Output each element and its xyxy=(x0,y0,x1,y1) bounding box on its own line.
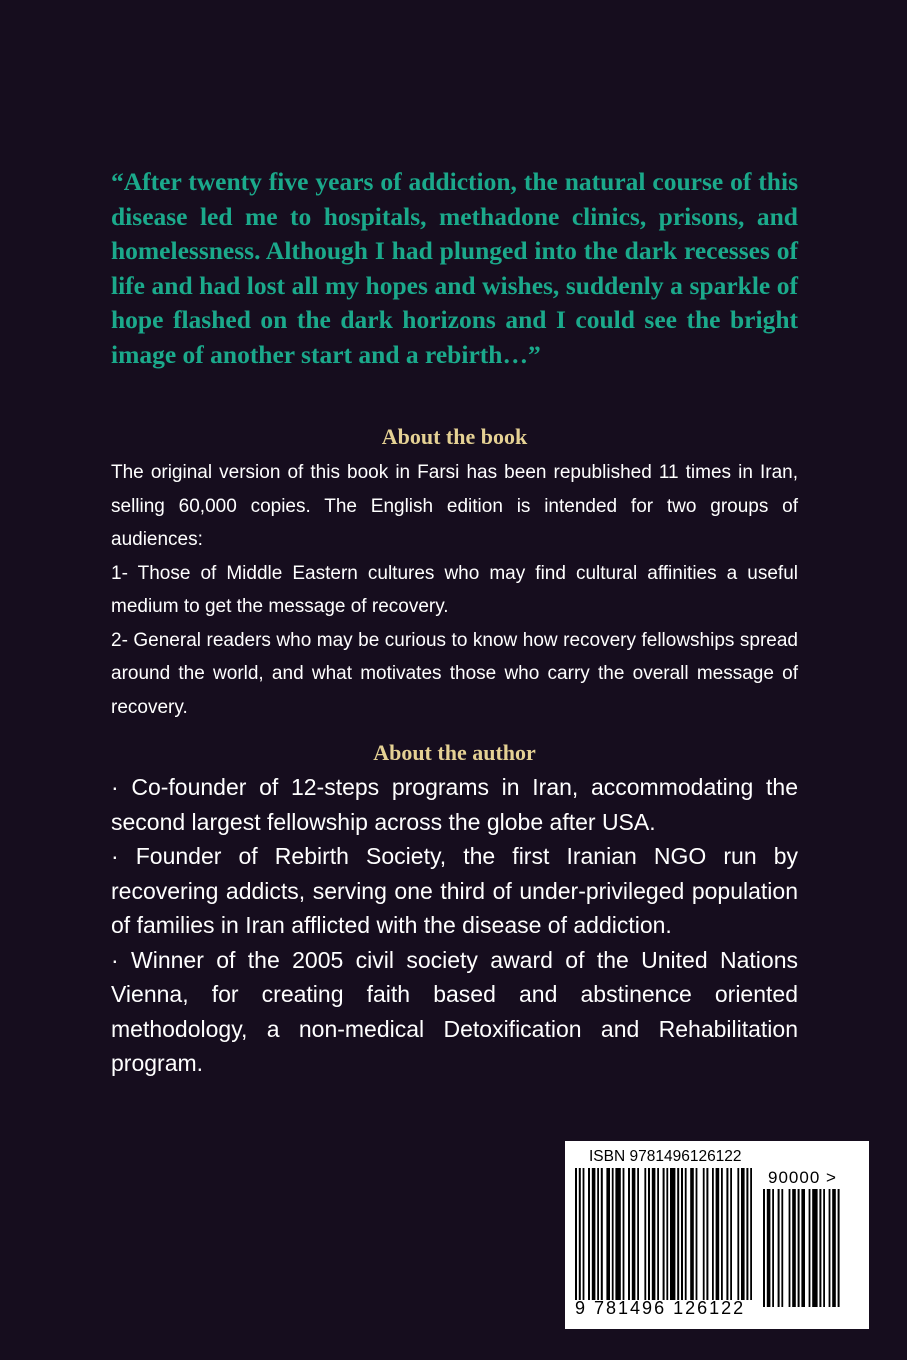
about-book-paragraph: 1- Those of Middle Eastern cultures who may find cultural affinities a useful medium to get the message of recovery. xyxy=(111,562,798,617)
barcode-bar xyxy=(601,1168,603,1300)
barcode-bar xyxy=(792,1189,796,1307)
barcode-bar xyxy=(583,1168,585,1300)
barcode-bar xyxy=(663,1168,665,1300)
barcode-bar xyxy=(812,1189,817,1307)
barcode-bar xyxy=(632,1168,636,1300)
barcode-bar xyxy=(579,1168,581,1300)
barcode-bar xyxy=(798,1189,800,1307)
barcode-bar xyxy=(588,1168,590,1300)
barcode-bar xyxy=(652,1168,656,1300)
barcode-bar xyxy=(809,1189,811,1307)
barcode-bar xyxy=(832,1189,836,1307)
barcode-bar xyxy=(592,1168,596,1300)
isbn-label: ISBN 9781496126122 xyxy=(589,1148,742,1165)
barcode-bar xyxy=(772,1189,774,1307)
barcode-bar xyxy=(597,1168,599,1300)
isbn-barcode xyxy=(565,1141,869,1329)
barcode-bar xyxy=(763,1189,765,1307)
barcode-bar xyxy=(746,1168,748,1300)
about-book-heading: About the book xyxy=(381,424,528,449)
barcode-bar xyxy=(767,1189,771,1307)
barcode-bar xyxy=(666,1168,668,1300)
barcode-bar xyxy=(781,1189,783,1307)
barcode-bar xyxy=(657,1168,659,1300)
barcode-bar xyxy=(623,1168,625,1300)
author-bullet: · Winner of the 2005 civil society award of the United Nations Vienna, for creating faith based and abstinence oriented methodology, a non-medical Detoxification and Rehabilitation program. xyxy=(111,946,798,1076)
barcode-bar xyxy=(778,1189,780,1307)
barcode-bar xyxy=(716,1168,720,1300)
barcode-bar xyxy=(823,1189,825,1307)
barcode-bar xyxy=(644,1168,646,1300)
barcode-bar xyxy=(712,1168,714,1300)
about-book-paragraph: The original version of this book in Farsi has been republished 11 times in Iran, selling 60,000 copies. The English edition is intended for two groups of audiences: xyxy=(111,462,798,550)
barcode-bar xyxy=(637,1168,639,1300)
barcode-bar xyxy=(737,1168,739,1300)
barcode-bar xyxy=(696,1168,698,1300)
barcode-bar xyxy=(648,1168,650,1300)
barcode-bar xyxy=(801,1189,805,1307)
barcode-bar xyxy=(721,1168,723,1300)
isbn-digits: 9 781496 126122 xyxy=(575,1298,746,1318)
barcode-bar xyxy=(726,1168,728,1300)
barcode-bar xyxy=(741,1168,745,1300)
about-author-heading: About the author xyxy=(373,740,536,765)
cover-quote: “After twenty five years of addiction, the natural course of this disease led me to hospitals, methadone clinics, prisons, and homelessness. Although I had plunged into the dark recesses of life and had lost all my hopes and wishes, suddenly a sparkle of hope flashed on the dark horizons and I could see the bright image of another start and a rebirth…” xyxy=(111,167,798,369)
barcode-bar xyxy=(615,1168,620,1300)
barcode-bar xyxy=(690,1168,694,1300)
barcode-bars xyxy=(575,1168,755,1300)
barcode-bar xyxy=(606,1168,610,1300)
author-bullet: · Co-founder of 12-steps programs in Iran, accommodating the second largest fellowship across the globe after USA. xyxy=(111,774,798,835)
price-code: 90000 > xyxy=(768,1168,837,1187)
barcode-bar xyxy=(789,1189,791,1307)
price-barcode-bars xyxy=(763,1189,855,1307)
barcode-bar xyxy=(670,1168,675,1300)
barcode-bar xyxy=(838,1189,840,1307)
barcode-bar xyxy=(575,1168,577,1300)
barcode-bar xyxy=(677,1168,679,1300)
barcode-bar xyxy=(819,1189,821,1307)
barcode-bar xyxy=(703,1168,705,1300)
barcode-bar xyxy=(829,1189,831,1307)
barcode-bar xyxy=(628,1168,630,1300)
about-book-paragraph: 2- General readers who may be curious to know how recovery fellowships spread around the world, and what motivates those who carry the overall message of recovery. xyxy=(111,629,798,718)
about-author-text xyxy=(111,770,798,1081)
barcode-bar xyxy=(685,1168,687,1300)
barcode-bar xyxy=(612,1168,614,1300)
barcode-bar xyxy=(730,1168,732,1300)
barcode-bar xyxy=(750,1168,752,1300)
author-bullet: · Founder of Rebirth Society, the first Iranian NGO run by recovering addicts, serving one third of under-privileged population of families in Iran afflicted with the disease of addiction. xyxy=(111,843,798,938)
about-book-text xyxy=(111,456,798,724)
barcode-bar xyxy=(681,1168,683,1300)
barcode-bar xyxy=(706,1168,708,1300)
